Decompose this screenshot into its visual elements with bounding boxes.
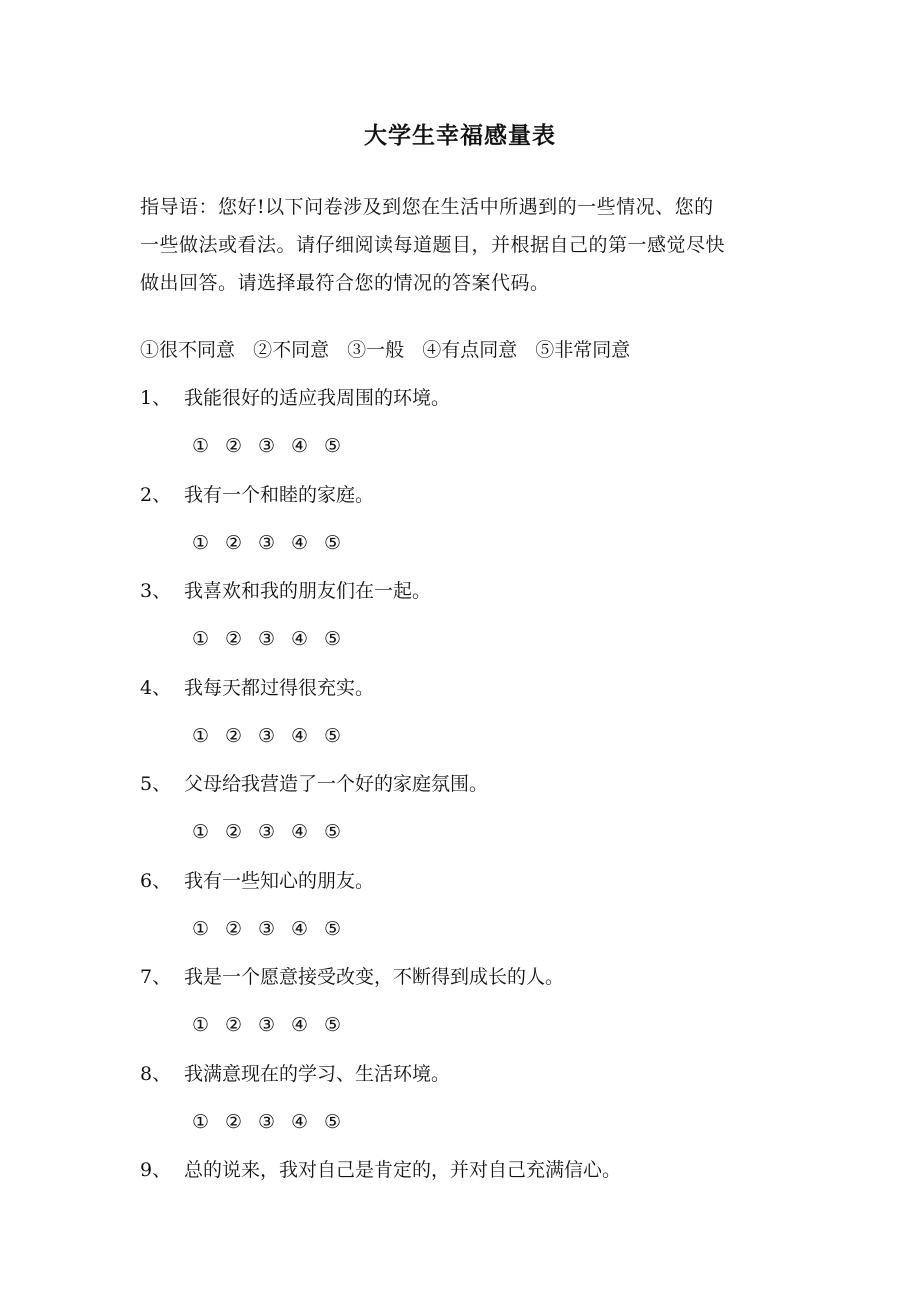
- question-text: 总的说来，我对自己是肯定的，并对自己充满信心。: [184, 1159, 622, 1181]
- answer-option-5[interactable]: ⑤: [324, 724, 342, 747]
- answer-option-2[interactable]: ②: [225, 917, 243, 940]
- answer-option-1[interactable]: ①: [192, 435, 210, 457]
- answer-option-5[interactable]: ⑤: [324, 435, 342, 457]
- answer-option-1[interactable]: ①: [192, 917, 210, 940]
- answer-option-3[interactable]: ③: [258, 531, 276, 554]
- question-number: 2、: [140, 483, 172, 506]
- answer-option-2[interactable]: ②: [225, 821, 243, 843]
- question-row: [140, 1056, 450, 1092]
- answer-option-1[interactable]: ①: [192, 1110, 210, 1133]
- question-item: [140, 959, 840, 1056]
- answer-option-5[interactable]: ⑤: [324, 531, 342, 554]
- scale-item-disagree: ②不同意: [253, 339, 330, 361]
- question-number: 3、: [140, 580, 172, 602]
- answer-option-3[interactable]: ③: [258, 435, 276, 457]
- question-text: 父母给我营造了一个好的家庭氛围。: [184, 773, 489, 795]
- answer-option-4[interactable]: ④: [291, 435, 309, 457]
- question-row: [140, 477, 374, 513]
- scale-item-strongly-disagree: ①很不同意: [140, 339, 236, 361]
- question-row: [140, 573, 431, 609]
- question-number: 6、: [140, 869, 172, 892]
- answer-option-5[interactable]: ⑤: [324, 628, 342, 650]
- answer-options: [192, 814, 357, 850]
- question-text: 我有一些知心的朋友。: [184, 869, 375, 892]
- question-list: [140, 380, 840, 1249]
- answer-option-1[interactable]: ①: [192, 1014, 210, 1036]
- question-text: 我有一个和睦的家庭。: [184, 483, 375, 506]
- answer-option-2[interactable]: ②: [225, 628, 243, 650]
- question-row: [140, 959, 564, 995]
- scale-legend: [140, 332, 642, 368]
- answer-options: [192, 1104, 357, 1140]
- question-text: 我每天都过得很充实。: [184, 676, 375, 699]
- scale-item-strongly-agree: ⑤非常同意: [535, 339, 631, 361]
- question-text: 我能很好的适应我周围的环境。: [184, 387, 451, 409]
- answer-options: [192, 718, 357, 754]
- answer-option-4[interactable]: ④: [291, 821, 309, 843]
- question-row: [140, 670, 374, 706]
- answer-options: [192, 1007, 357, 1043]
- scale-item-neutral: ③一般: [347, 339, 405, 361]
- instructions-line: 指导语：您好!以下问卷涉及到您在生活中所遇到的一些情况、您的: [140, 196, 714, 218]
- answer-option-2[interactable]: ②: [225, 724, 243, 747]
- answer-option-4[interactable]: ④: [291, 531, 309, 554]
- question-item: [140, 1056, 840, 1153]
- answer-option-5[interactable]: ⑤: [324, 1014, 342, 1036]
- answer-option-3[interactable]: ③: [258, 1110, 276, 1133]
- answer-option-4[interactable]: ④: [291, 917, 309, 940]
- answer-option-2[interactable]: ②: [225, 435, 243, 457]
- answer-options: [192, 428, 357, 464]
- question-item: [140, 766, 840, 863]
- question-row: [140, 1152, 621, 1188]
- question-number: 1、: [140, 387, 172, 409]
- question-text: 我喜欢和我的朋友们在一起。: [184, 580, 432, 602]
- answer-option-4[interactable]: ④: [291, 1014, 309, 1036]
- instructions-line: 做出回答。请选择最符合您的情况的答案代码。: [140, 272, 550, 294]
- answer-options: [192, 911, 357, 947]
- answer-options: [192, 621, 357, 657]
- question-number: 5、: [140, 773, 172, 795]
- answer-option-2[interactable]: ②: [225, 1014, 243, 1036]
- answer-option-3[interactable]: ③: [258, 1014, 276, 1036]
- question-item: [140, 1152, 840, 1249]
- answer-option-3[interactable]: ③: [258, 628, 276, 650]
- instructions-line: 一些做法或看法。请仔细阅读每道题目，并根据自己的第一感觉尽快: [140, 234, 726, 256]
- question-number: 4、: [140, 676, 172, 699]
- answer-option-3[interactable]: ③: [258, 724, 276, 747]
- question-row: [140, 766, 488, 802]
- question-item: [140, 863, 840, 960]
- question-text: 我是一个愿意接受改变，不断得到成长的人。: [184, 966, 565, 988]
- question-number: 8、: [140, 1062, 172, 1085]
- answer-option-5[interactable]: ⑤: [324, 821, 342, 843]
- instructions-paragraph: [140, 188, 790, 302]
- question-number: 9、: [140, 1159, 172, 1181]
- question-number: 7、: [140, 966, 172, 988]
- answer-option-4[interactable]: ④: [291, 1110, 309, 1133]
- answer-option-5[interactable]: ⑤: [324, 1110, 342, 1133]
- answer-option-3[interactable]: ③: [258, 821, 276, 843]
- answer-option-1[interactable]: ①: [192, 821, 210, 843]
- question-item: [140, 573, 840, 670]
- answer-option-4[interactable]: ④: [291, 628, 309, 650]
- question-item: [140, 477, 840, 574]
- answer-option-2[interactable]: ②: [225, 531, 243, 554]
- question-row: [140, 863, 374, 899]
- question-row: [140, 380, 450, 416]
- answer-option-1[interactable]: ①: [192, 724, 210, 747]
- answer-option-1[interactable]: ①: [192, 628, 210, 650]
- answer-option-2[interactable]: ②: [225, 1110, 243, 1133]
- answer-option-3[interactable]: ③: [258, 917, 276, 940]
- answer-option-5[interactable]: ⑤: [324, 917, 342, 940]
- scale-item-somewhat-agree: ④有点同意: [422, 339, 518, 361]
- question-item: [140, 380, 840, 477]
- answer-option-4[interactable]: ④: [291, 724, 309, 747]
- answer-option-1[interactable]: ①: [192, 531, 210, 554]
- answer-options: [192, 525, 357, 561]
- question-item: [140, 670, 840, 767]
- question-text: 我满意现在的学习、生活环境。: [184, 1062, 451, 1085]
- page-title: 大学生幸福感量表: [364, 122, 556, 149]
